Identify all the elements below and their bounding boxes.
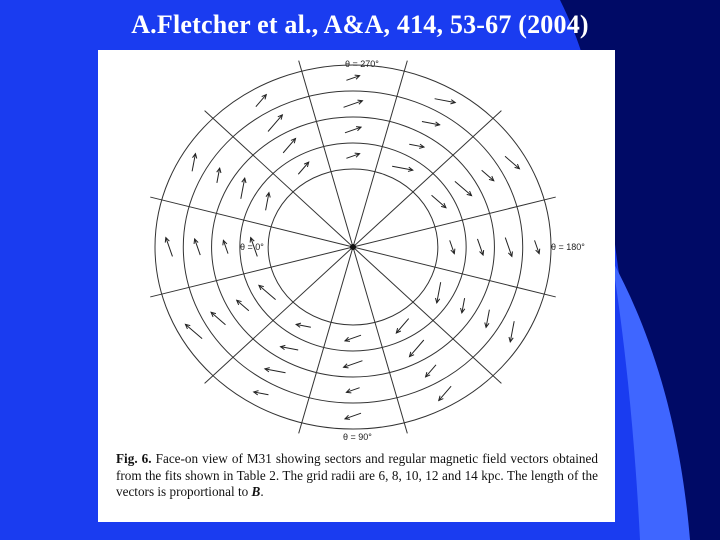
field-vector	[509, 321, 514, 342]
label-top: θ = 270°	[345, 59, 379, 69]
label-left: θ = 0°	[240, 242, 264, 252]
sector-line	[353, 247, 501, 383]
field-vector	[505, 156, 519, 168]
field-vector	[256, 95, 266, 107]
field-vector	[409, 144, 424, 148]
field-vector	[211, 312, 225, 324]
field-vector	[435, 282, 440, 303]
field-vector	[344, 361, 363, 368]
sector-line	[353, 247, 407, 433]
field-vector	[259, 285, 276, 299]
field-vector	[296, 323, 311, 327]
field-vector	[392, 166, 413, 171]
field-vector	[298, 162, 308, 174]
field-vector	[477, 239, 483, 255]
caption-end: .	[260, 484, 264, 499]
slide-title: A.Fletcher et al., A&A, 414, 53-67 (2004)	[131, 10, 589, 39]
sector-line	[353, 61, 407, 247]
center-point	[350, 244, 356, 250]
field-vector	[192, 154, 197, 172]
caption-label: Fig. 6.	[116, 451, 152, 466]
field-vector	[268, 115, 282, 132]
field-vector	[346, 388, 359, 393]
field-vector	[185, 324, 202, 338]
field-vector	[505, 238, 512, 257]
field-vector	[217, 168, 221, 183]
field-vector	[194, 239, 200, 255]
caption-symbol: B	[251, 484, 261, 499]
field-vector	[266, 193, 271, 211]
field-vector	[283, 138, 295, 152]
sector-line	[299, 61, 353, 247]
field-vector	[485, 310, 490, 328]
field-vector	[409, 340, 423, 357]
field-vector	[439, 386, 451, 400]
sector-line	[299, 247, 353, 433]
figure-caption	[116, 451, 598, 501]
polar-field-diagram	[98, 50, 615, 450]
field-vector	[482, 170, 494, 180]
field-vector	[461, 298, 465, 313]
field-vector	[265, 368, 286, 373]
field-vector	[535, 240, 540, 253]
sector-line	[205, 111, 353, 247]
field-vector	[241, 178, 246, 199]
field-vector	[165, 238, 172, 257]
sector-line	[353, 197, 556, 247]
field-vector	[455, 181, 472, 195]
sector-line	[353, 111, 501, 247]
field-vector	[426, 365, 436, 377]
field-vector	[346, 153, 359, 158]
sector-line	[353, 247, 556, 297]
field-vector	[254, 391, 269, 395]
label-right: θ = 180°	[551, 242, 585, 252]
field-vector	[237, 300, 249, 310]
figure-panel	[98, 50, 615, 522]
sector-line	[150, 247, 353, 297]
field-vector	[450, 240, 455, 253]
label-bottom: θ = 90°	[343, 432, 372, 442]
field-vector	[422, 121, 440, 126]
field-vector	[435, 99, 456, 104]
field-vector	[345, 413, 361, 419]
caption-text: Face-on view of M31 showing sectors and regular magnetic field vectors obtained from the fits shown in Table 2. The grid radii are 6, 8, 10, 12 and 14 kpc. The length of the vectors is proportional to	[116, 451, 598, 499]
field-vector	[396, 319, 408, 333]
field-vector	[345, 127, 361, 133]
field-vector	[344, 100, 363, 107]
field-vector	[281, 345, 299, 350]
field-vector	[346, 75, 359, 80]
field-vector	[223, 240, 228, 253]
field-vector	[432, 195, 446, 207]
field-vector	[345, 335, 361, 341]
sector-line	[205, 247, 353, 383]
